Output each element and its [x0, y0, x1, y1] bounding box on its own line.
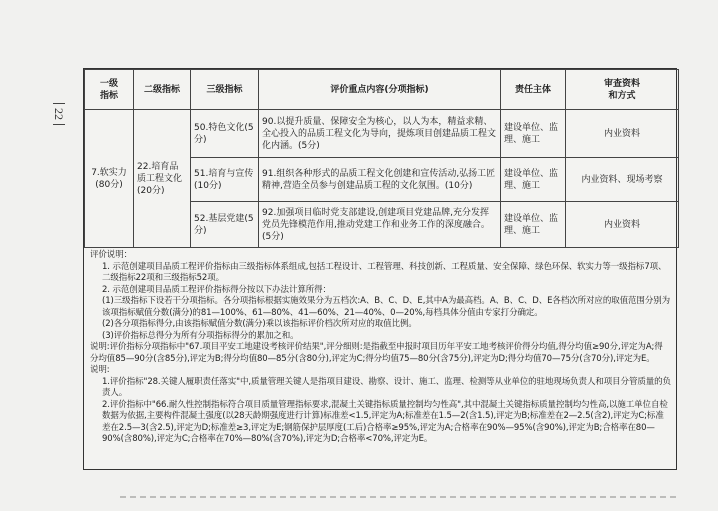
level2-cell: 22.培育品质工程文化 (20分) — [134, 110, 191, 248]
evaluation-document — [83, 68, 677, 470]
level3-cell: 52.基层党建(5分) — [191, 202, 259, 248]
notes-line: (2)各分项指标得分,由该指标赋值分数(满分)乘以该指标评价档次所对应的取值比例。 — [102, 319, 417, 329]
header-level1: 一级 指标 — [85, 70, 134, 110]
page-number: 22 — [52, 108, 66, 120]
review-cell: 内业资料 — [566, 202, 679, 248]
indicator-table — [84, 69, 679, 248]
content-cell: 91.组织各种形式的品质工程文化创建和宣传活动,弘扬工匠精神,营造全员参与创建品质工程的文化氛围。(10分) — [259, 158, 501, 202]
page-number-rule — [53, 124, 65, 125]
content-cell: 92.加强项目临时党支部建设,创建项目党建品牌,充分发挥党员先锋模范作用,推动党建工作和业务工作的深度融合。(5分) — [259, 202, 501, 248]
header-level2: 二级指标 — [134, 70, 191, 110]
review-cell: 内业资料 — [566, 110, 679, 158]
notes-line: (1)三级指标下设若干分项指标。各分项指标根据实施效果分为五档次:A、B、C、D、E,其中A为最高档。A、B、C、D、E各档次所对应的取值范围分别为该项指标赋值分数(满分)的81—100%、61—80%、41—60%、21—40%、0—20%,每档具体分值由专家打分确定。 — [102, 296, 671, 318]
level1-cell: 7.软实力 (80分) — [85, 110, 134, 248]
table-header-row — [85, 70, 679, 110]
responsible-cell: 建设单位、监理、施工 — [501, 158, 566, 202]
header-level3: 三级指标 — [191, 70, 259, 110]
evaluation-notes — [84, 248, 676, 448]
review-cell: 内业资料、现场考察 — [566, 158, 679, 202]
notes-line: (3)评价指标总得分为所有分项指标得分的累加之和。 — [102, 330, 299, 341]
page-number-marker — [53, 100, 65, 128]
scan-edge — [120, 496, 680, 498]
responsible-cell: 建设单位、监理、施工 — [501, 110, 566, 158]
header-review: 审查资料 和方式 — [566, 70, 679, 110]
level3-cell: 51.培育与宣传(10分) — [191, 158, 259, 202]
notes-title: 评价说明： — [90, 250, 133, 260]
page-number-rule — [53, 103, 65, 104]
notes-line: 1.评价指标"28.关键人履职责任落实"中,质量管理关键人是指项目建设、勘察、设计、施工、监理、检测等从业单位的驻地现场负责人和项目分管质量的负责人。 — [102, 376, 671, 398]
notes-line: 说明: — [90, 365, 110, 375]
notes-line: 说明:评价指标分项指标中"67.项目平安工地建设考核评价结果",评分细则:是指截至申报时项目历年平安工地考核评价得分均值,得分均值≥90分,评定为A;得分均值85—90分(含85分),评定为B;得分均值80—85分(含80分),评定为C;得分均值75—80分(含75分),评定为D;得分均值70—75分(含70分),评定为E。 — [90, 342, 663, 364]
notes-line: 2.评价指标中"66.耐久性控制指标符合项目质量管理指标要求,混凝土关键指标质量控制均匀性高",其中混凝土关键指标质量控制均匀性高,以施工单位自检数据为依据,主要构件混凝土强度(以28天龄期强度进行计算)标准差<1.5,评定为A;标准差在1.5—2(含1.5),评定为B;标准差在2—2.5(含2),评定为C;标准差在2.5—3(含2.5),评定为D;标准差≥3,评定为E;钢筋保护层厚度(工后)合格率≥95%,评定为A;合格率在90%—95%(含90%),评定为B;合格率在80—90%(含80%),评定为C;合格率在70%—80%(含70%),评定为D;合格率<70%,评定为E。 — [102, 399, 668, 444]
notes-line: 2. 示范创建项目品质工程评价指标得分按以下办法计算所得： — [102, 284, 331, 295]
notes-line: 1. 示范创建项目品质工程评价指标由三级指标体系组成,包括工程设计、工程管理、科技创新、工程质量、安全保障、绿色环保、软实力等一级指标7项、二级指标22项和三级指标52项。 — [102, 261, 667, 283]
header-responsible: 责任主体 — [501, 70, 566, 110]
content-cell: 90.以提升质量、保障安全为核心，以人为本，精益求精、全心投入的品质工程文化为导向，提炼项目创建品质工程文化内涵。(5分) — [259, 110, 501, 158]
table-row — [85, 110, 679, 158]
responsible-cell: 建设单位、监理、施工 — [501, 202, 566, 248]
header-content: 评价重点内容(分项指标) — [259, 70, 501, 110]
level3-cell: 50.特色文化(5分) — [191, 110, 259, 158]
